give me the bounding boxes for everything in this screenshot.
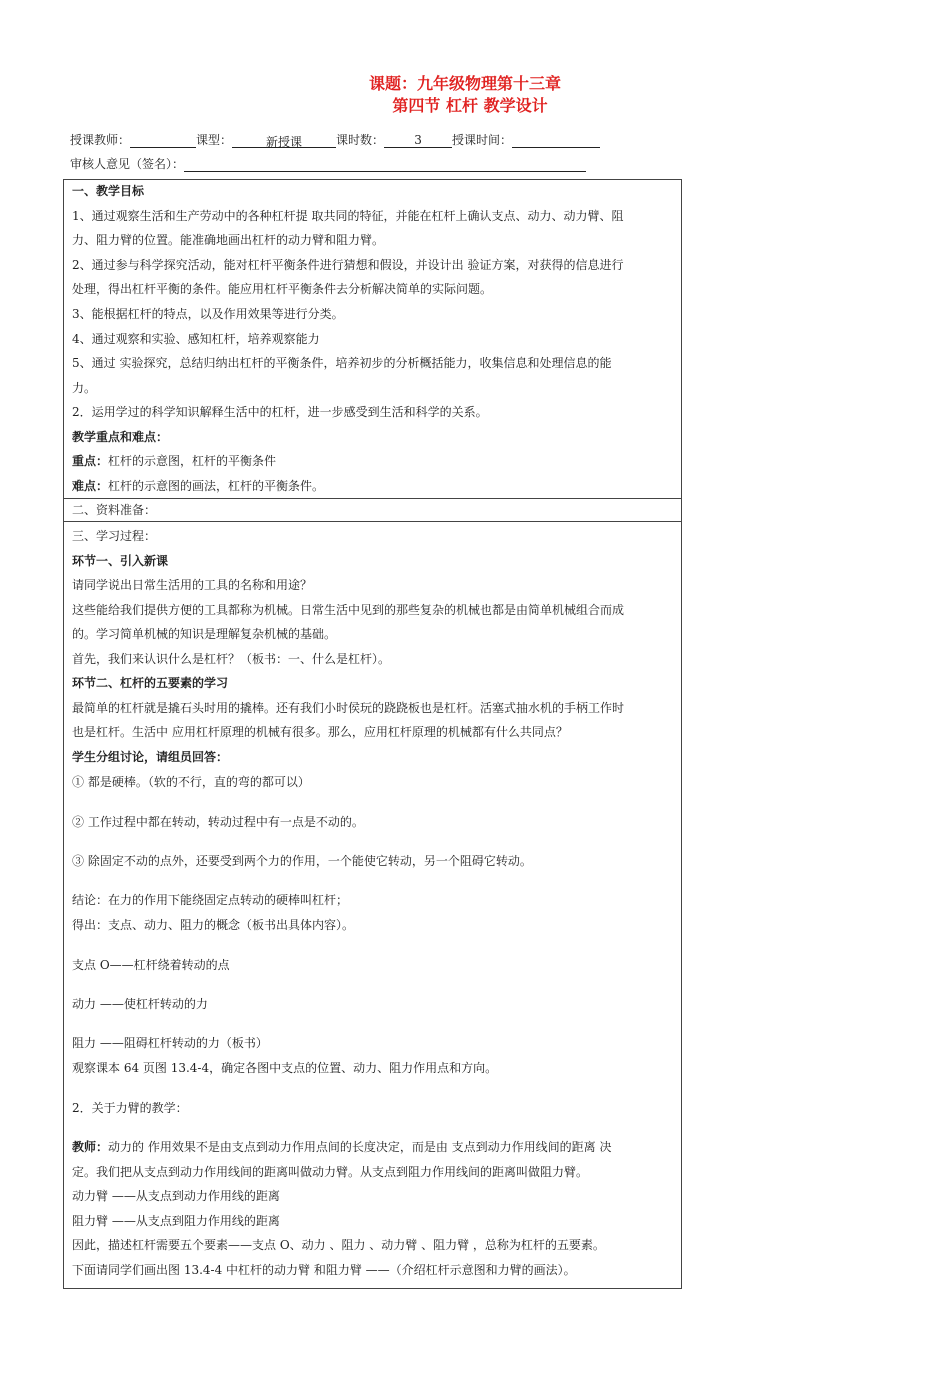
hours-label: 课时数： — [336, 133, 385, 147]
lesson-meta-row — [70, 131, 600, 148]
lesson-title-line2: 第四节 杠杆 教学设计 — [392, 96, 548, 115]
hours-field[interactable]: 3 — [384, 133, 452, 148]
resistance-definition: 阻力 ——阻碍杠杆转动的力（板书） — [72, 1036, 268, 1050]
discussion-heading: 学生分组讨论，请组员回答： — [72, 750, 229, 764]
materials-section — [63, 497, 682, 522]
learning-process-section — [63, 521, 682, 1289]
key-text: 杠杆的示意图，杠杆的平衡条件 — [108, 454, 277, 468]
step2-heading: 环节二、杠杆的五要素的学习 — [72, 676, 229, 690]
time-label: 授课时间： — [452, 133, 513, 147]
type-label: 课型： — [196, 133, 233, 147]
objective-line: 力。 — [72, 381, 97, 395]
objective-line: 4、通过观察和实验、感知杠杆，培养观察能力 — [72, 332, 320, 346]
teacher-label: 授课教师： — [70, 133, 131, 147]
effort-definition: 动力 ——使杠杆转动的力 — [72, 997, 208, 1011]
objective-line: 3、能根据杠杆的特点，以及作用效果等进行分类。 — [72, 307, 344, 321]
step1-line: 请同学说出日常生活用的工具的名称和用途？ — [72, 578, 313, 592]
step1-line: 这些能给我们提供方便的工具都称为机械。日常生活中见到的那些复杂的机械也都是由简单机械组合而成 — [72, 603, 625, 617]
objective-line: 处理，得出杠杆平衡的条件。能应用杠杆平衡条件去分析解决简单的实际问题。 — [72, 282, 493, 296]
arm-heading: 2．关于力臂的教学： — [72, 1101, 188, 1115]
reviewer-field[interactable] — [184, 157, 586, 172]
objective-line: 力、阻力臂的位置。能准确地画出杠杆的动力臂和阻力臂。 — [72, 233, 385, 247]
key-label: 重点： — [72, 454, 109, 468]
objective-line: 2、通过参与科学探究活动，能对杠杆平衡条件进行猜想和假设，并设计出 验证方案，对获得的信息进行 — [72, 258, 624, 272]
time-field[interactable] — [512, 133, 600, 148]
draw-task: 下面请同学们画出图 13.4-4 中杠杆的动力臂 和阻力臂 ——（介绍杠杆示意图和力臂的画法）。 — [72, 1263, 576, 1277]
teacher-explanation-cont: 定。我们把从支点到动力作用线间的距离叫做动力臂。从支点到阻力作用线间的距离叫做阻力臂。 — [72, 1165, 589, 1179]
step1-heading: 环节一、引入新课 — [72, 554, 169, 568]
teacher-label: 教师： — [72, 1140, 109, 1154]
lesson-title-line1: 课题：九年级物理第十三章 — [368, 74, 561, 93]
process-heading: 三、学习过程： — [72, 529, 157, 543]
objective-line: 2．运用学过的科学知识解释生活中的杠杆，进一步感受到生活和科学的关系。 — [72, 405, 488, 419]
teacher-explanation — [72, 1138, 611, 1155]
difficult-point — [72, 477, 324, 494]
step2-line: 也是杠杆。生活中 应用杠杆原理的机械有很多。那么，应用杠杆原理的机械都有什么共同点？ — [72, 725, 568, 739]
derive-text: 得出：支点、动力、阻力的概念（板书出具体内容）。 — [72, 918, 355, 932]
five-elements: 因此，描述杠杆需要五个要素——支点 O、动力 、阻力 、动力臂 、阻力臂 ，总称为杠杆的五要素。 — [72, 1238, 605, 1252]
step1-line: 的。学习简单机械的知识是理解复杂机械的基础。 — [72, 627, 337, 641]
objective-line: 1、通过观察生活和生产劳动中的各种杠杆提 取共同的特征，并能在杠杆上确认支点、动力、动力臂、阻 — [72, 209, 624, 223]
resistance-arm-definition: 阻力臂 ——从支点到阻力作用线的距离 — [72, 1214, 280, 1228]
fulcrum-definition: 支点 O——杠杆绕着转动的点 — [72, 958, 230, 972]
materials-heading: 二、资料准备： — [72, 503, 157, 517]
objective-line: 5、通过 实验探究，总结归纳出杠杆的平衡条件，培养初步的分析概括能力，收集信息和处理信息的能 — [72, 356, 612, 370]
observe-instruction: 观察课本 64 页图 13.4-4，确定各图中支点的位置、动力、阻力作用点和方向。 — [72, 1061, 498, 1075]
teacher-text: 动力的 作用效果不是由支点到动力作用点间的长度决定，而是由 支点到动力作用线间的距离 决 — [108, 1140, 612, 1154]
objectives-heading: 一、教学目标 — [72, 184, 145, 198]
conclusion: 结论：在力的作用下能绕固定点转动的硬棒叫杠杆； — [72, 893, 349, 907]
step1-line: 首先，我们来认识什么是杠杆？（板书：一、什么是杠杆）。 — [72, 652, 391, 666]
key-point — [72, 452, 276, 469]
reviewer-row — [70, 155, 586, 172]
effort-arm-definition: 动力臂 ——从支点到动力作用线的距离 — [72, 1189, 280, 1203]
diff-text: 杠杆的示意图的画法，杠杆的平衡条件。 — [108, 479, 325, 493]
discussion-point: ② 工作过程中都在转动，转动过程中有一点是不动的。 — [72, 815, 364, 829]
discussion-point: ③ 除固定不动的点外，还要受到两个力的作用，一个能使它转动，另一个阻碍它转动。 — [72, 854, 532, 868]
discussion-point: ① 都是硬棒。（软的不行，直的弯的都可以） — [72, 775, 310, 789]
keypoints-heading: 教学重点和难点： — [72, 430, 169, 444]
teacher-field[interactable] — [130, 133, 196, 148]
diff-label: 难点： — [72, 479, 109, 493]
teaching-objectives-section — [63, 179, 682, 499]
step2-line: 最简单的杠杆就是撬石头时用的撬棒。还有我们小时侯玩的跷跷板也是杠杆。活塞式抽水机的手柄工作时 — [72, 701, 625, 715]
type-field[interactable]: 新授课 — [232, 133, 336, 148]
reviewer-label: 审核人意见（签名）： — [70, 157, 185, 171]
